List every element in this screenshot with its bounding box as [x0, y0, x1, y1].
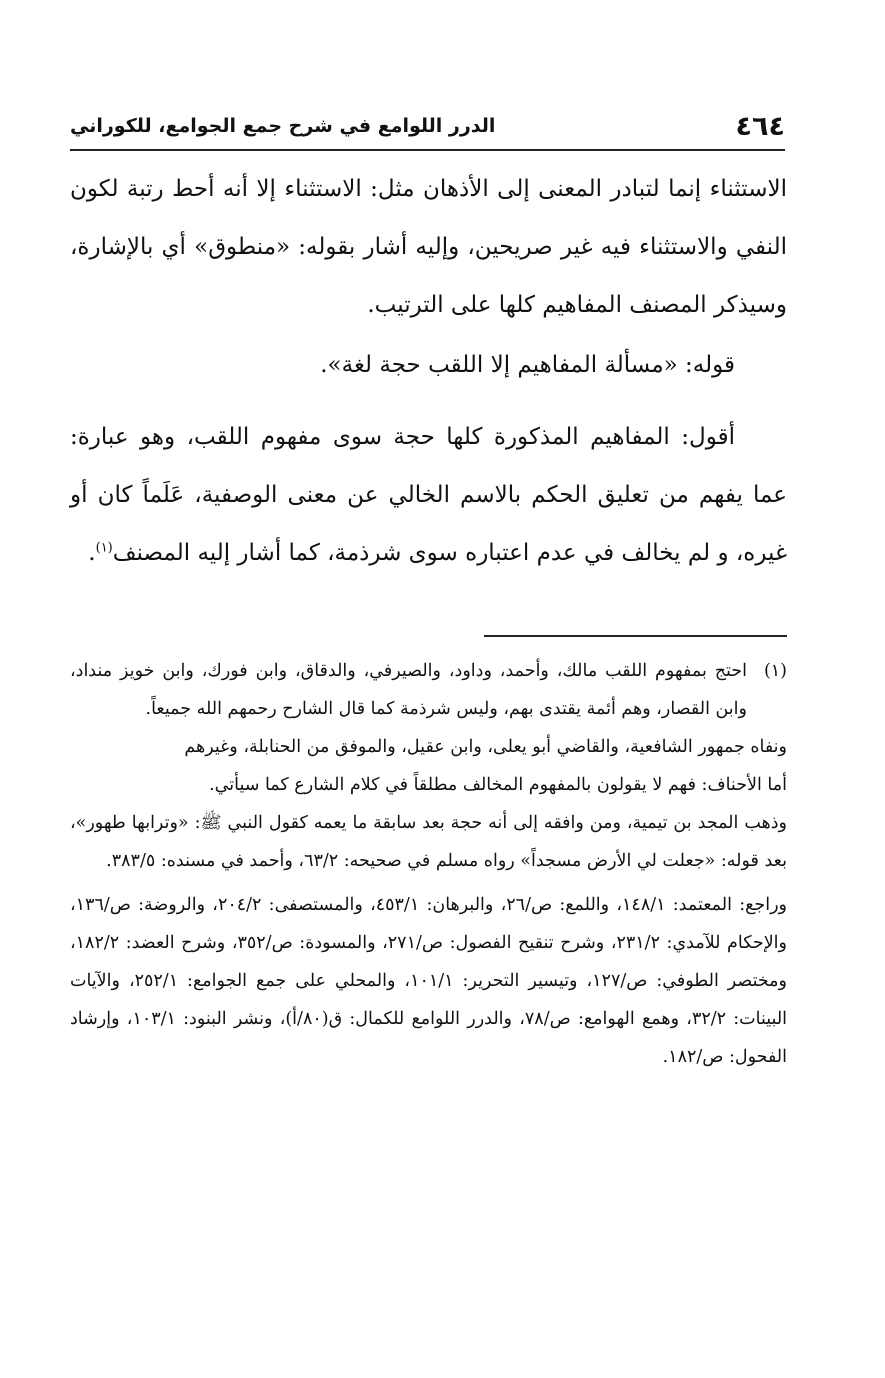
- header-rule: [70, 149, 785, 151]
- footnote-rule: [484, 635, 787, 637]
- footnotes: [70, 652, 787, 1076]
- footnote-1-text: احتج بمفهوم اللقب مالك، وأحمد، وداود، والصيرفي، والدقاق، وابن فورك، وابن خويز منداد، وابن القصار، وهم أئمة يقتدى بهم، وليس شرذمة كما قال الشارح رحمهم الله جميعاً.: [70, 661, 747, 719]
- running-header: [70, 106, 785, 146]
- paragraph-answer-end: .: [88, 540, 96, 566]
- footnote-1-references: وراجع: المعتمد: ١٤٨/١، واللمع: ص/٢٦، والبرهان: ٤٥٣/١، والمستصفى: ٢٠٤/٢، والروضة: ص/١٣٦، والإحكام للآمدي: ٢٣١/٢، وشرح تنقيح الفصول: ص/٢٧١، والمسودة: ص/٣٥٢، وشرح العضد: ١٨٢/٢، ومختصر الطوفي: ص/١٢٧، وتيسير التحرير: ١٠١/١، والمحلي على جمع الجوامع: ٢٥٢/١، والآيات البينات: ٣٢/٢، وهمع الهوامع: ص/٧٨، والدرر اللوامع للكمال: ق(٨٠/أ)، ونشر البنود: ١٠٣/١، وإرشاد الفحول: ص/١٨٢.: [70, 895, 788, 1067]
- paragraph-answer: [70, 408, 787, 582]
- footnote-reference[interactable]: (١): [95, 540, 113, 556]
- footnote-1-paragraph-2: ونفاه جمهور الشافعية، والقاضي أبو يعلى، وابن عقيل، والموفق من الحنابلة، وغيرهم: [184, 737, 787, 757]
- running-title: الدرر اللوامع في شرح جمع الجوامع، للكوراني: [70, 115, 496, 137]
- paragraph-intro: الاستثناء إنما لتبادر المعنى إلى الأذهان مثل: الاستثناء إلا أنه أحط رتبة لكون النفي والاستثناء فيه غير صريحين، وإليه أشار بقوله: «منطوق» أي بالإشارة، وسيذكر المصنف المفاهيم كلها على الترتيب.: [70, 176, 787, 318]
- footnote-1-paragraph-1: [70, 652, 787, 728]
- page-number: ٤٦٤: [735, 110, 785, 142]
- footnote-marker: (١): [763, 661, 787, 681]
- main-text: [70, 160, 787, 582]
- paragraph-answer-text: أقول: المفاهيم المذكورة كلها حجة سوى مفهوم اللقب، وهو عبارة: عما يفهم من تعليق الحكم بالاسم الخالي عن معنى الوصفية، عَلَماً كان أو غيره، و لم يخالف في عدم اعتباره سوى شرذمة، كما أشار إليه المصنف: [70, 424, 787, 566]
- footnote-1-paragraph-4: وذهب المجد بن تيمية، ومن وافقه إلى أنه حجة بعد سابقة ما يعمه كقول النبي ﷺ: «وترابها طهور»، بعد قوله: «جعلت لي الأرض مسجداً» رواه مسلم في صحيحه: ٦٣/٢، وأحمد في مسنده: ٣٨٣/٥.: [70, 813, 787, 871]
- footnote-1-paragraph-3: أما الأحناف: فهم لا يقولون بالمفهوم المخالف مطلقاً في كلام الشارع كما سيأتي.: [209, 775, 787, 795]
- paragraph-quote: قوله: «مسألة المفاهيم إلا اللقب حجة لغة».: [320, 352, 735, 378]
